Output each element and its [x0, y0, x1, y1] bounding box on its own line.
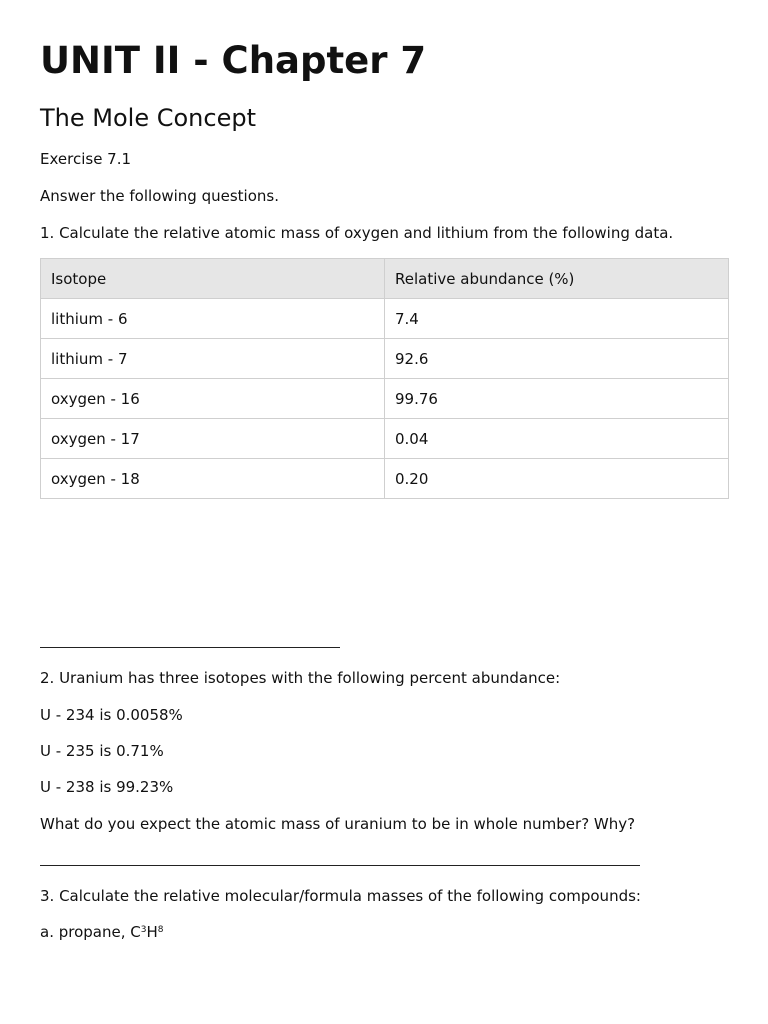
abundance-cell: 92.6 — [385, 339, 729, 379]
table-header-row — [41, 259, 729, 299]
question-3-text: 3. Calculate the relative molecular/formula masses of the following compounds: — [40, 887, 641, 905]
isotope-cell: lithium - 6 — [41, 299, 385, 339]
formula-subscript-carbon: 3 — [140, 925, 147, 935]
abundance-cell: 0.04 — [385, 419, 729, 459]
question-3a-text — [40, 922, 163, 942]
formula-subscript-hydrogen: 8 — [157, 925, 164, 935]
answer-blank-line — [40, 647, 340, 648]
isotope-cell: oxygen - 16 — [41, 379, 385, 419]
isotope-u234: U - 234 is 0.0058% — [40, 706, 183, 724]
question-2-prompt: What do you expect the atomic mass of uranium to be in whole number? Why? — [40, 815, 636, 833]
formula-hydrogen: H — [146, 923, 158, 941]
abundance-cell: 99.76 — [385, 379, 729, 419]
column-header-abundance: Relative abundance (%) — [385, 259, 729, 299]
abundance-cell: 0.20 — [385, 459, 729, 499]
isotope-u238: U - 238 is 99.23% — [40, 778, 174, 796]
page-subtitle: The Mole Concept — [40, 104, 256, 132]
instruction-text: Answer the following questions. — [40, 187, 279, 205]
table-row — [41, 419, 729, 459]
abundance-cell: 7.4 — [385, 299, 729, 339]
table-row — [41, 459, 729, 499]
isotope-cell: lithium - 7 — [41, 339, 385, 379]
column-header-isotope: Isotope — [41, 259, 385, 299]
question-2-text: 2. Uranium has three isotopes with the following percent abundance: — [40, 669, 561, 687]
question-1-text: 1. Calculate the relative atomic mass of oxygen and lithium from the following data. — [40, 224, 674, 242]
exercise-label: Exercise 7.1 — [40, 150, 132, 168]
table-row — [41, 299, 729, 339]
table-row — [41, 339, 729, 379]
answer-blank-line — [40, 865, 640, 866]
table-row — [41, 379, 729, 419]
isotope-cell: oxygen - 18 — [41, 459, 385, 499]
isotope-u235: U - 235 is 0.71% — [40, 742, 164, 760]
page-title: UNIT II - Chapter 7 — [40, 39, 427, 82]
isotope-cell: oxygen - 17 — [41, 419, 385, 459]
formula-prefix: a. propane, C — [40, 923, 141, 941]
isotope-abundance-table — [40, 258, 729, 499]
